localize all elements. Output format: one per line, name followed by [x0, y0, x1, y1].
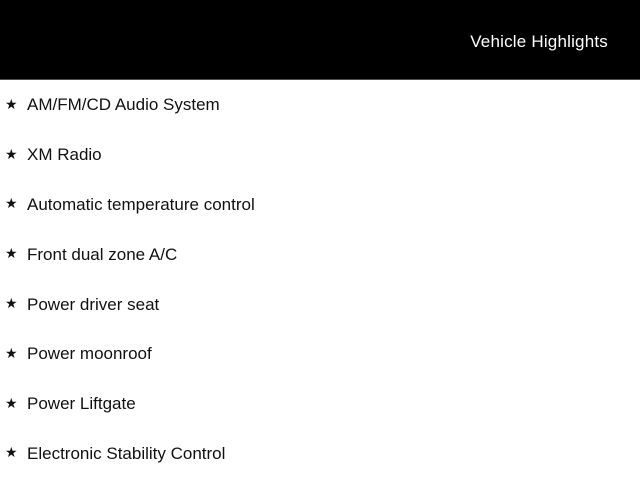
list-item-label: Power Liftgate: [27, 394, 136, 414]
star-icon: ★: [5, 196, 18, 213]
list-item-label: XM Radio: [27, 145, 102, 165]
list-item: [0, 130, 640, 180]
vehicle-highlights-list: [0, 80, 640, 478]
list-item-label: Power moonroof: [27, 344, 152, 364]
list-item: [0, 429, 640, 479]
list-item-label: Power driver seat: [27, 294, 160, 314]
list-item-label: Electronic Stability Control: [27, 443, 226, 463]
list-item-label: Front dual zone A/C: [27, 244, 178, 264]
star-icon: ★: [5, 96, 18, 113]
star-icon: ★: [5, 296, 18, 313]
star-icon: ★: [5, 345, 18, 362]
list-item: [0, 80, 640, 130]
star-icon: ★: [5, 246, 18, 263]
list-item: [0, 279, 640, 329]
list-item: [0, 379, 640, 429]
star-icon: ★: [5, 146, 18, 163]
list-item: [0, 229, 640, 279]
list-item-label: AM/FM/CD Audio System: [27, 95, 220, 115]
header-bar: [0, 0, 640, 80]
star-icon: ★: [5, 395, 18, 412]
list-item: [0, 329, 640, 379]
star-icon: ★: [5, 445, 18, 462]
page-title: Vehicle Highlights: [470, 31, 608, 51]
list-item-label: Automatic temperature control: [27, 194, 255, 214]
list-item: [0, 180, 640, 230]
